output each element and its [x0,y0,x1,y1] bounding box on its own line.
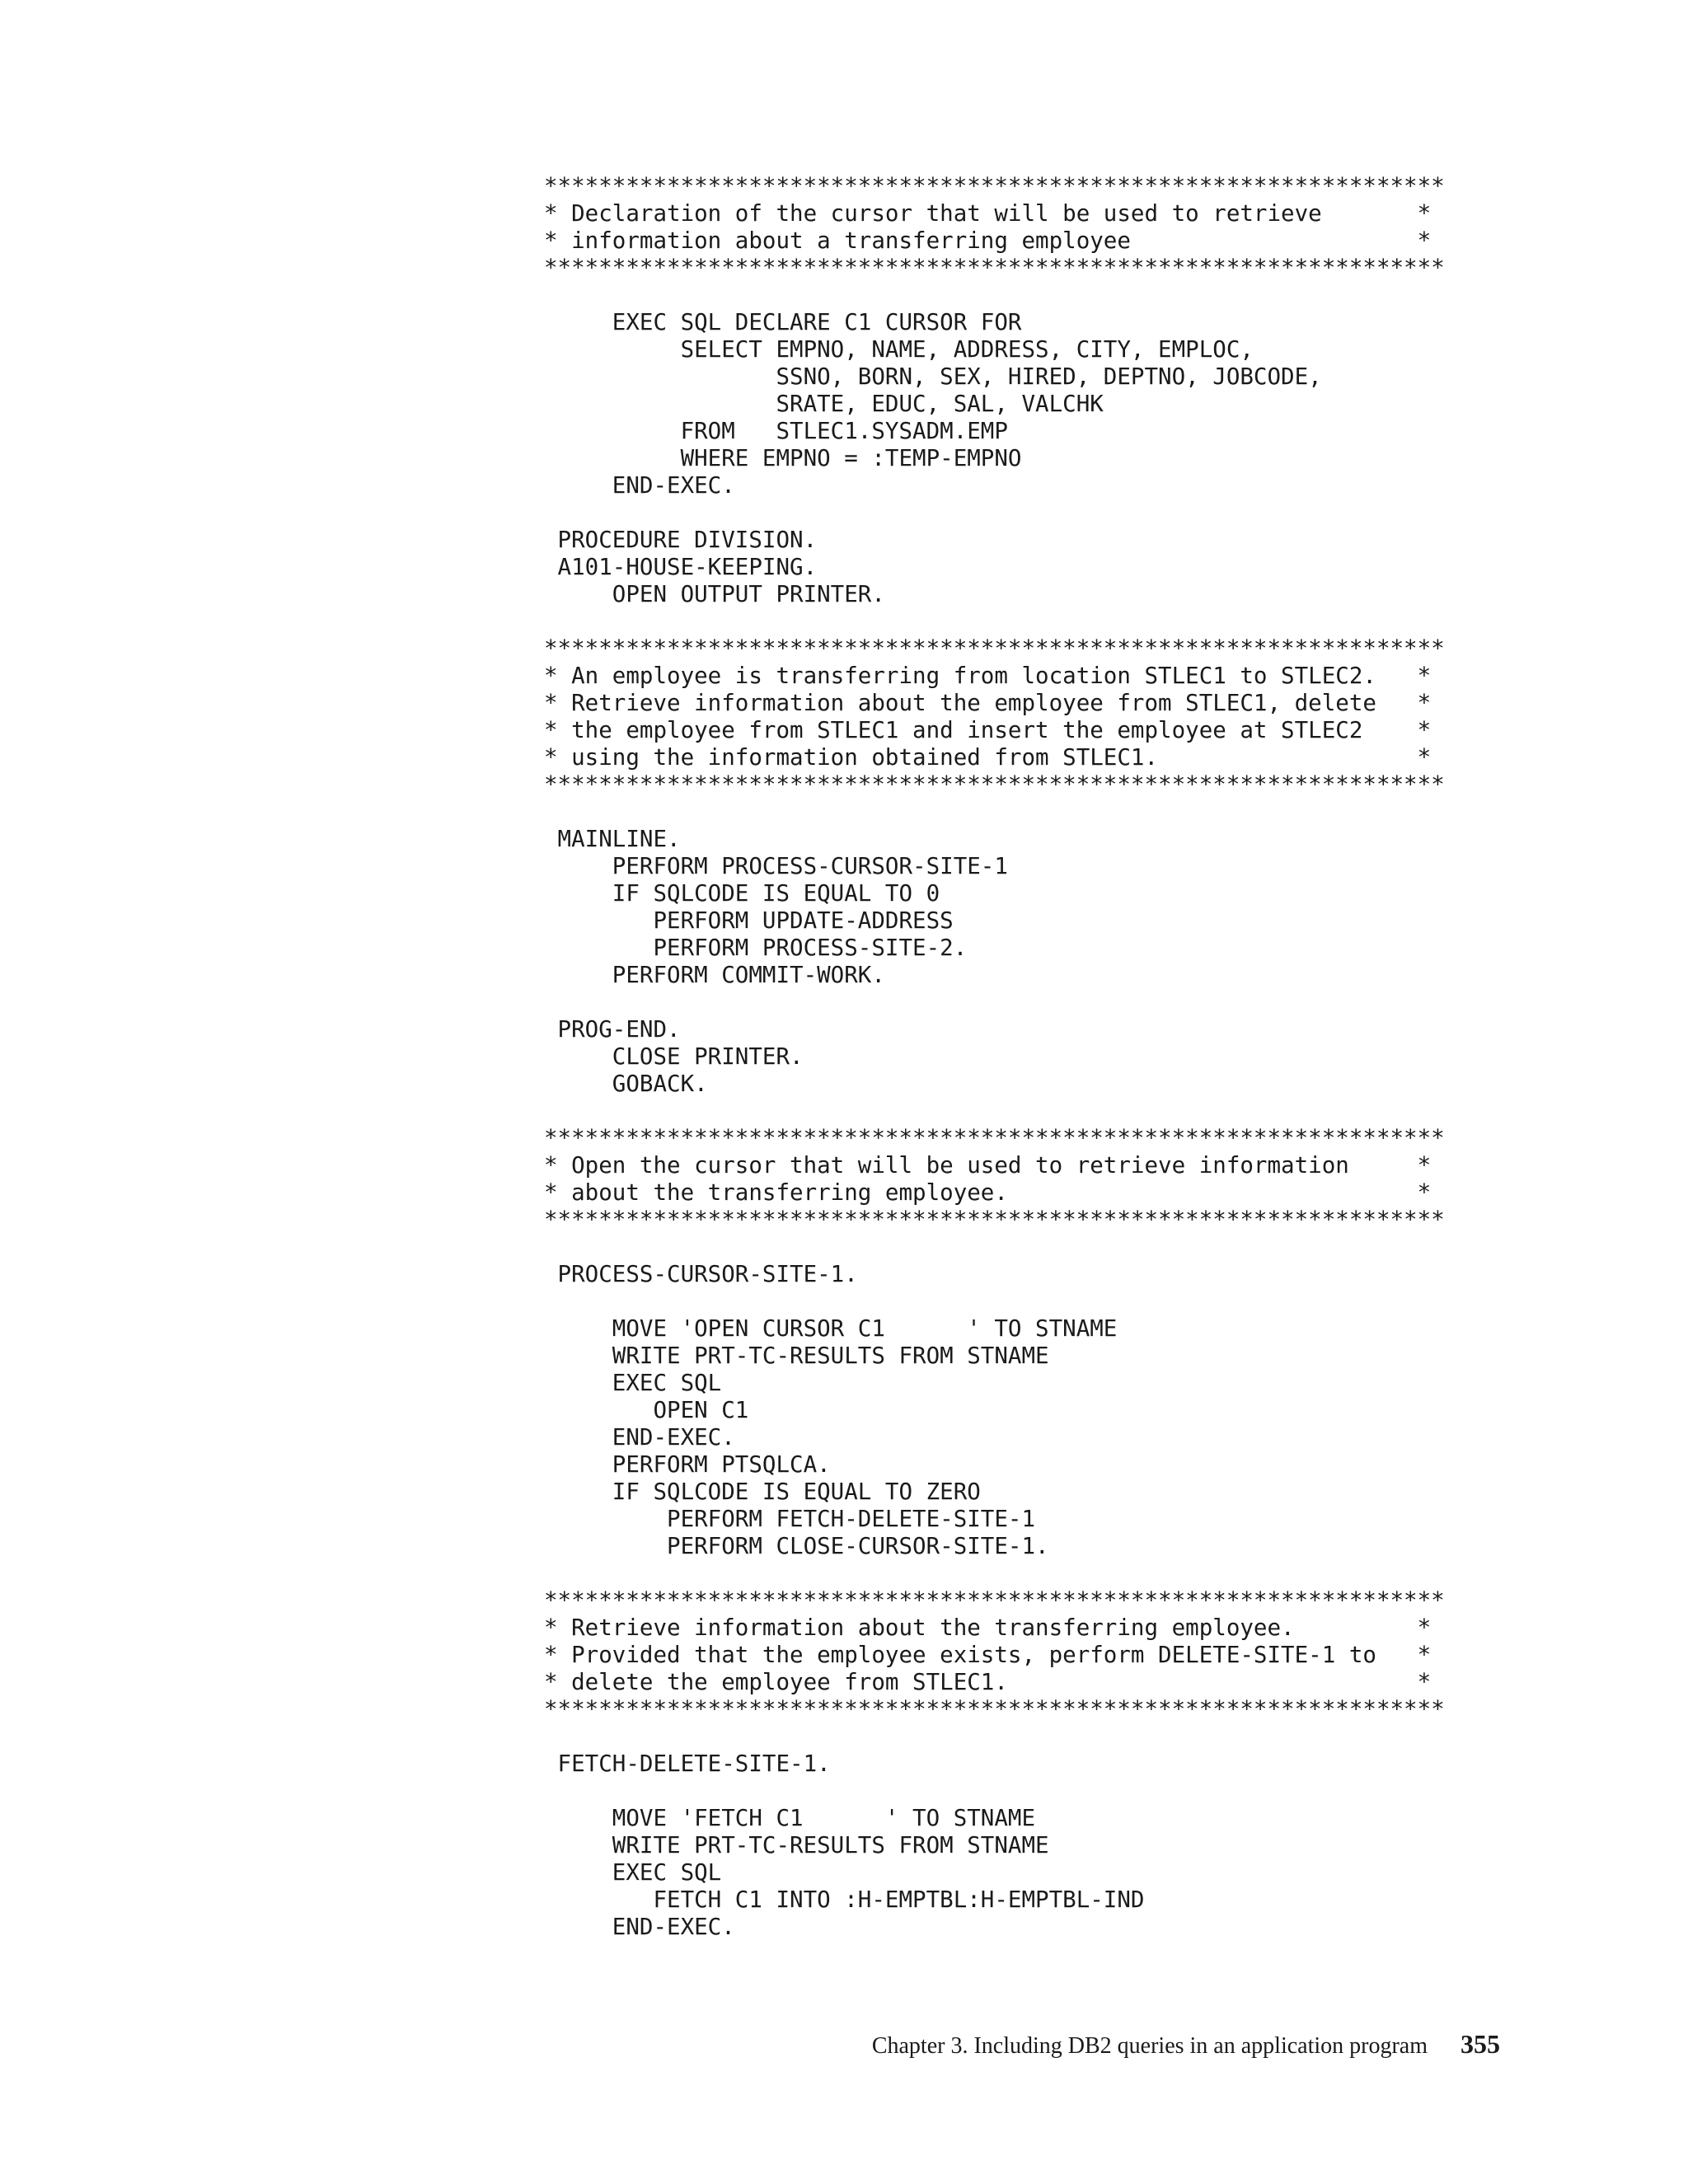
code-line: PROCEDURE DIVISION. [544,527,818,553]
code-line: ****************************************************************** [544,635,1445,662]
code-line: MOVE 'OPEN CURSOR C1 ' TO STNAME [544,1315,1118,1342]
code-line: END-EXEC. [544,1914,735,1940]
page-number: 355 [1461,2029,1500,2059]
code-line: * Open the cursor that will be used to retrieve information * [544,1152,1432,1179]
code-line: PERFORM PTSQLCA. [544,1451,831,1478]
code-line: * Retrieve information about the employee from STLEC1, delete * [544,690,1432,716]
code-line [544,499,1445,527]
code-line: ****************************************************************** [544,771,1445,798]
code-line: END-EXEC. [544,1424,735,1451]
code-line: FETCH C1 INTO :H-EMPTBL:H-EMPTBL-IND [544,1886,1145,1913]
code-line: WRITE PRT-TC-RESULTS FROM STNAME [544,1343,1049,1369]
code-line: PERFORM UPDATE-ADDRESS [544,907,954,934]
code-line [544,1288,1445,1315]
code-line: IF SQLCODE IS EQUAL TO ZERO [544,1479,981,1505]
code-line: ****************************************************************** [544,1125,1445,1151]
code-line: IF SQLCODE IS EQUAL TO 0 [544,880,940,907]
code-line: * Retrieve information about the transferring employee. * [544,1615,1432,1641]
code-line: OPEN OUTPUT PRINTER. [544,581,885,607]
code-line: ****************************************************************** [544,255,1445,281]
code-line [544,282,1445,309]
code-line: * the employee from STLEC1 and insert the employee at STLEC2 * [544,717,1432,743]
code-line [544,1723,1445,1750]
code-line: PROCESS-CURSOR-SITE-1. [544,1261,858,1287]
code-line: EXEC SQL DECLARE C1 CURSOR FOR [544,309,1022,335]
code-line: ****************************************************************** [544,1587,1445,1614]
code-line [544,1778,1445,1805]
code-line: PERFORM PROCESS-SITE-2. [544,935,968,961]
code-line: FETCH-DELETE-SITE-1. [544,1750,831,1777]
code-line: SELECT EMPNO, NAME, ADDRESS, CITY, EMPLOC, [544,336,1254,363]
code-line: EXEC SQL [544,1370,722,1396]
code-line: * about the transferring employee. * [544,1179,1432,1206]
code-line: GOBACK. [544,1071,708,1097]
code-line: WRITE PRT-TC-RESULTS FROM STNAME [544,1832,1049,1858]
code-line: ****************************************************************** [544,1696,1445,1722]
code-line: PROG-END. [544,1016,681,1043]
code-line: * Provided that the employee exists, perform DELETE-SITE-1 to * [544,1642,1432,1668]
code-line [544,1234,1445,1261]
code-line: * using the information obtained from STLEC1. * [544,744,1432,771]
code-listing [544,173,1445,1941]
code-line [544,1098,1445,1125]
code-line: PERFORM FETCH-DELETE-SITE-1 [544,1506,1036,1532]
page-footer [872,2029,1500,2060]
code-line: A101-HOUSE-KEEPING. [544,554,818,580]
code-line: PERFORM PROCESS-CURSOR-SITE-1 [544,853,1008,879]
code-line: ****************************************************************** [544,173,1445,199]
code-line: * Declaration of the cursor that will be used to retrieve * [544,200,1432,227]
code-line [544,1560,1445,1587]
code-line [544,989,1445,1016]
code-line: FROM STLEC1.SYSADM.EMP [544,418,1008,444]
code-line: ****************************************************************** [544,1207,1445,1233]
code-line: * An employee is transferring from location STLEC1 to STLEC2. * [544,663,1432,689]
code-line: PERFORM CLOSE-CURSOR-SITE-1. [544,1533,1049,1559]
code-line: WHERE EMPNO = :TEMP-EMPNO [544,445,1022,471]
code-line: END-EXEC. [544,472,735,499]
code-line: EXEC SQL [544,1859,722,1886]
code-line: * delete the employee from STLEC1. * [544,1669,1432,1695]
code-line: CLOSE PRINTER. [544,1043,804,1070]
code-line: * information about a transferring employee * [544,227,1432,254]
chapter-title: Chapter 3. Including DB2 queries in an application program [871,2033,1428,2059]
code-line: MAINLINE. [544,826,681,852]
code-line: MOVE 'FETCH C1 ' TO STNAME [544,1805,1036,1831]
code-line: OPEN C1 [544,1397,749,1423]
code-line: SSNO, BORN, SEX, HIRED, DEPTNO, JOBCODE, [544,363,1322,390]
code-line [544,608,1445,635]
code-line: PERFORM COMMIT-WORK. [544,962,885,988]
code-line: SRATE, EDUC, SAL, VALCHK [544,391,1104,417]
code-line [544,799,1445,826]
